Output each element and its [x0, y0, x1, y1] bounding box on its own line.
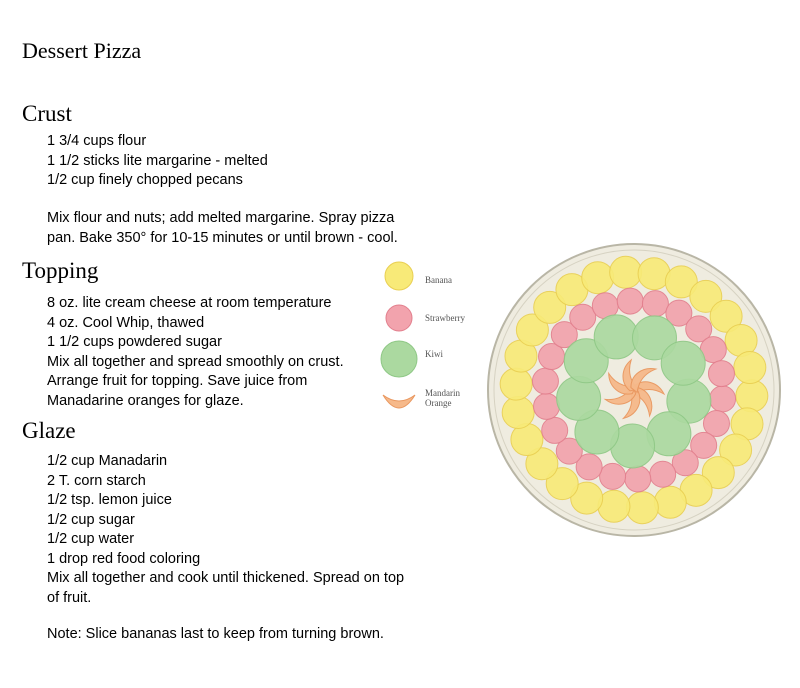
- strawberry-swatch-icon: [386, 305, 412, 331]
- topping-line: Manadarine oranges for glaze.: [47, 392, 244, 409]
- glaze-heading: Glaze: [22, 418, 76, 443]
- legend-label-mandarin-2: Orange: [425, 398, 452, 408]
- fruit-pizza-illustration: [484, 240, 784, 540]
- glaze-line: 1/2 cup water: [47, 531, 135, 547]
- strawberry-slice: [542, 417, 568, 443]
- legend-label-strawberry: Strawberry: [425, 313, 465, 323]
- crust-ingredients: [47, 132, 268, 191]
- glaze-note: [47, 625, 384, 645]
- banana-slice: [502, 396, 534, 428]
- kiwi-slice: [594, 315, 638, 359]
- strawberry-slice: [642, 291, 668, 317]
- topping-body: [47, 294, 344, 411]
- topping-line: Mix all together and spread smoothly on crust.: [47, 353, 344, 370]
- ingredient-line: 1 1/2 sticks lite margarine - melted: [47, 152, 268, 169]
- glaze-line: 2 T. corn starch: [47, 472, 146, 489]
- strawberry-slice: [617, 288, 643, 314]
- strawberry-slice: [570, 304, 596, 330]
- banana-slice: [626, 492, 658, 524]
- kiwi-slice: [557, 376, 601, 420]
- legend-label-banana: Banana: [425, 275, 452, 285]
- strawberry-slice: [534, 393, 560, 419]
- strawberry-slice: [710, 386, 736, 412]
- crust-heading: Crust: [22, 101, 72, 126]
- banana-slice: [654, 486, 686, 518]
- legend-label-mandarin-1: Mandarin: [425, 388, 460, 398]
- topping-heading: Topping: [22, 258, 99, 283]
- strawberry-slice: [650, 461, 676, 487]
- strawberry-slice: [532, 368, 558, 394]
- fruit-legend: [377, 255, 497, 425]
- ingredient-line: 1/2 cup finely chopped pecans: [47, 172, 243, 188]
- page-title: Dessert Pizza: [22, 38, 142, 63]
- topping-line: Arrange fruit for topping. Save juice from: [47, 373, 308, 389]
- glaze-line: Mix all together and cook until thickened. Spread on top: [47, 570, 405, 586]
- method-line: Mix flour and nuts; add melted margarine. Spray pizza: [47, 210, 395, 226]
- legend-swatches: [377, 255, 427, 425]
- glaze-line: 1 drop red food coloring: [47, 550, 201, 567]
- banana-slice: [500, 368, 532, 400]
- legend-label-kiwi: Kiwi: [425, 349, 443, 359]
- banana-swatch-icon: [385, 262, 413, 290]
- banana-slice: [736, 380, 768, 412]
- kiwi-swatch-icon: [381, 341, 417, 377]
- strawberry-slice: [625, 466, 651, 492]
- glaze-line: 1/2 cup Manadarin: [47, 453, 168, 469]
- method-line: pan. Bake 350° for 10-15 minutes or until brown - cool.: [47, 229, 398, 246]
- note-line: Note: Slice bananas last to keep from turning brown.: [47, 626, 384, 642]
- ingredient-line: 1 3/4 cups flour: [47, 133, 147, 149]
- topping-line: 1 1/2 cups powdered sugar: [47, 334, 222, 350]
- glaze-line: 1/2 tsp. lemon juice: [47, 492, 172, 508]
- topping-line: 8 oz. lite cream cheese at room temperature: [47, 295, 332, 311]
- topping-line: 4 oz. Cool Whip, thawed: [47, 314, 205, 331]
- banana-slice: [582, 262, 614, 294]
- strawberry-slice: [708, 361, 734, 387]
- glaze-body: [47, 452, 404, 608]
- strawberry-slice: [600, 463, 626, 489]
- glaze-line: of fruit.: [47, 589, 92, 606]
- banana-slice: [610, 256, 642, 288]
- banana-slice: [734, 352, 766, 384]
- kiwi-slice: [661, 341, 705, 385]
- crust-method: [47, 209, 398, 248]
- mandarin-swatch-icon: [383, 395, 415, 408]
- glaze-line: 1/2 cup sugar: [47, 511, 135, 528]
